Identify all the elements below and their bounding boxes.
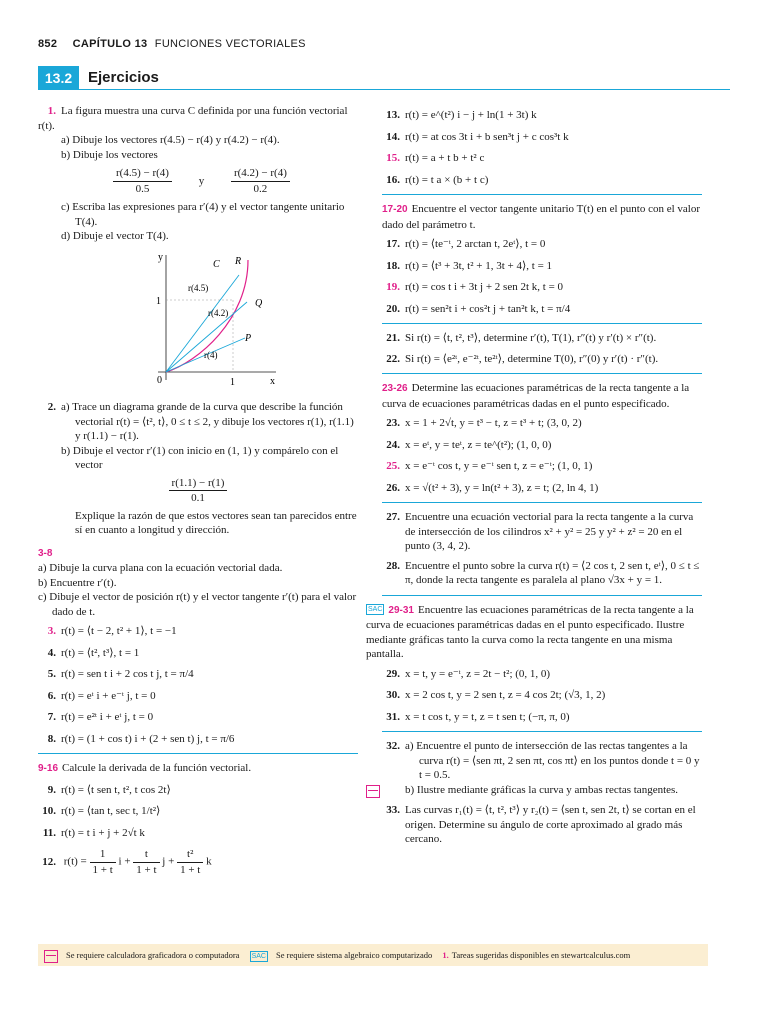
separator	[382, 595, 702, 596]
exercise-text: r(t) = ⟨te⁻ᵗ, 2 arctan t, 2eᵗ⟩, t = 0	[405, 238, 546, 250]
exercise-number: 13.	[386, 109, 400, 121]
exercise-list	[382, 667, 702, 725]
range-label: 9-16	[38, 763, 59, 774]
sac-icon: SAC	[251, 952, 266, 960]
exercise-text: La figura muestra una curva C definida por una función vectorial r(t).	[38, 105, 348, 132]
conjunction: y	[198, 174, 205, 187]
exercise-part-b: b) Dibuje el vector r′(1) con inicio en (1, 1) y compárelo con el vector	[61, 444, 339, 471]
exercise-list	[382, 108, 702, 187]
group-17-20	[382, 202, 702, 316]
exercise-part-a: a) Encuentre el punto de intersección de las rectas tangentes a la curva r(t) = ⟨sen πt, 2 sen πt, cos πt⟩ en los puntos donde t = 0 y t = 0.5.	[405, 740, 700, 781]
exercise-item	[382, 151, 702, 166]
label-r4: r(4)	[204, 349, 218, 360]
exercise-item	[38, 689, 358, 704]
vector-r42	[166, 302, 247, 372]
exercise-text: x = 2 cos t, y = 2 sen t, z = 4 cos 2t; (√3, 1, 2)	[405, 689, 606, 701]
range-label: 23-26	[382, 383, 408, 394]
group-3-8	[38, 546, 358, 747]
fraction: $\frac{\text{t²}}{1 + t}$	[177, 847, 203, 877]
exercise-text: x = t, y = e⁻ᵗ, z = 2t − t²; (0, 1, 0)	[405, 667, 551, 680]
exercise-item	[382, 259, 702, 274]
fraction: $\frac{t}{1 + t}$	[133, 847, 159, 877]
exercise-item	[382, 688, 702, 703]
exercise-text: r(t) = ⟨tan t, sec t, 1/t²⟩	[61, 805, 161, 817]
exercise-part-a: a) Trace un diagrama grande de la curva que describe la función vectorial r(t) = ⟨t², t⟩, 0 ≤ t ≤ 2, y dibuje los vectores r(1), r(1.1) y r(1.1) − r(1).	[61, 401, 354, 442]
exercise-number: 20.	[386, 302, 400, 315]
exercise-number: 6.	[47, 689, 56, 702]
exercise-list	[382, 237, 702, 316]
exercise-item	[382, 331, 702, 346]
exercise-number: 33.	[386, 804, 400, 816]
exercise-item	[382, 667, 702, 682]
exercise-text: Si r(t) = ⟨t, t², t³⟩, determine r′(t), T(1), r″(t) y r′(t) × r″(t).	[405, 332, 657, 344]
exercise-item	[382, 710, 702, 725]
unit-vector: k	[206, 855, 212, 868]
range-label: 17-20	[382, 204, 408, 215]
group-23-26	[382, 381, 702, 495]
exercise-item	[38, 804, 358, 819]
separator	[382, 194, 702, 195]
label-c: C	[213, 258, 220, 270]
exercise-text: r(t) = e^(t²) i − j + ln(1 + 3t) k	[405, 109, 537, 121]
label-p: P	[245, 332, 252, 344]
exercise-number: 4.	[47, 646, 56, 659]
fraction-1: $\frac{r(4.5) - r(4)}{0.5}$	[113, 166, 172, 196]
exercise-number: 11.	[42, 826, 56, 839]
fraction: $\frac{r(1.1) - r(1)}{0.1}$	[169, 476, 228, 506]
exercise-number: 14.	[386, 130, 400, 143]
exercise-text: r(t) = t i + j + 2√t k	[61, 826, 145, 839]
left-column	[38, 104, 358, 877]
group-intro: Calcule la derivada de la función vectorial.	[62, 762, 252, 774]
exercise-number: 19.	[386, 281, 400, 293]
exercise-number: 23.	[386, 417, 400, 429]
exercise-part-b: b) Ilustre mediante gráficas la curva y ambas rectas tangentes.	[405, 783, 679, 796]
exercise-text: r(t) = sen t i + 2 cos t j, t = π/4	[61, 668, 194, 680]
exercise-text: r(t) = sen²t i + cos²t j + tan²t k, t = π/4	[405, 302, 571, 315]
exercise-number: 5.	[47, 668, 56, 680]
group-9-16	[38, 761, 358, 877]
exercise-number: 3.	[47, 625, 56, 637]
exercise-text: x = √(t² + 3), y = ln(t² + 3), z = t; (2, ln 4, 1)	[405, 481, 599, 494]
separator	[382, 731, 702, 732]
exercise-number: 7.	[47, 711, 56, 723]
chapter-title: FUNCIONES VECTORIALES	[154, 38, 306, 50]
exercise-item	[38, 732, 358, 747]
exercise-number: 31.	[386, 710, 400, 723]
exercise-list	[382, 331, 702, 366]
section-heading	[38, 66, 730, 90]
exercise-item	[382, 352, 702, 367]
exercise-number: 8.	[47, 732, 56, 745]
group-intro: Determine las ecuaciones paramétricas de la recta tangente a la curva de ecuaciones paramétricas dadas en el punto especificado.	[382, 382, 690, 410]
label-one-x: 1	[230, 376, 235, 388]
section-number: 13.2	[38, 66, 79, 90]
exercise-number: 21.	[386, 332, 400, 344]
exercise-text: r(t) = (1 + cos t) i + (2 + sen t) j, t = π/6	[61, 732, 235, 745]
section-title: Ejercicios	[88, 69, 159, 86]
exercise-number: 18.	[386, 259, 400, 272]
chapter-label: CAPÍTULO 13	[72, 38, 148, 50]
exercise-number: 27.	[386, 511, 400, 523]
separator	[382, 373, 702, 374]
exercise-28	[382, 559, 702, 588]
exercise-text: r(t) = ⟨t − 2, t² + 1⟩, t = −1	[61, 625, 177, 637]
sac-icon: SAC	[368, 606, 383, 614]
exercise-text: r(t) = eᵗ i + e⁻ᵗ j, t = 0	[61, 689, 156, 702]
calculator-icon	[44, 950, 58, 963]
separator	[382, 323, 702, 324]
exercise-text: x = eᵗ, y = teᵗ, z = te^(t²); (1, 0, 0)	[405, 438, 552, 451]
exercise-number: 24.	[386, 438, 400, 451]
exercise-number: 9.	[47, 783, 56, 796]
label-r42: r(4.2)	[208, 307, 229, 318]
label-y: y	[158, 251, 163, 263]
exercise-item	[382, 237, 702, 252]
label-one-y: 1	[156, 295, 161, 307]
fraction-row	[38, 166, 358, 196]
exercise-33	[382, 803, 702, 847]
separator	[38, 753, 358, 754]
fraction-2: $\frac{r(4.2) - r(4)}{0.2}$	[231, 166, 290, 196]
exercise-item	[382, 481, 702, 496]
exercise-item	[382, 173, 702, 188]
fraction: $\frac{1}{1 + t}$	[90, 847, 116, 877]
exercise-item	[382, 108, 702, 123]
running-header	[38, 38, 306, 50]
exercise-text: r(t) = at cos 3t i + b sen³t j + c cos³t k	[405, 130, 569, 143]
group-29-31	[366, 603, 702, 725]
page-number: 852	[38, 38, 58, 50]
label-zero: 0	[157, 374, 162, 386]
footer-hw-number: 1.	[442, 950, 449, 960]
exercise-number: 15.	[386, 152, 400, 164]
exercise-item	[38, 646, 358, 661]
exercise-number: 29.	[386, 667, 400, 680]
exercise-1	[38, 104, 358, 400]
exercise-text: r(t) = e²ᵗ i + eᵗ j, t = 0	[61, 711, 154, 723]
group-part-c: c) Dibuje el vector de posición r(t) y el vector tangente r′(t) para el valor dado de t.	[38, 591, 357, 618]
exercise-number: 32.	[386, 740, 400, 752]
footer-calc-text: Se requiere calculadora graficadora o computadora	[66, 950, 240, 960]
exercise-text: r(t) = a + t b + t² c	[405, 152, 485, 164]
exercise-number: 28.	[386, 559, 400, 572]
exercise-number: 10.	[42, 805, 56, 817]
footer-sac-text: Se requiere sistema algebraico computarizado	[275, 950, 433, 960]
separator	[382, 502, 702, 503]
exercise-text: x = 1 + 2√t, y = t³ − t, z = t³ + t; (3, 0, 2)	[405, 417, 582, 429]
exercise-32	[382, 739, 702, 797]
exercise-part-c: c) Escriba las expresiones para r′(4) y el vector tangente unitario T(4).	[61, 201, 345, 228]
exercise-number: 22.	[386, 352, 400, 365]
exercise-text: Si r(t) = ⟨e²ᵗ, e⁻²ᵗ, te²ᵗ⟩, determine T(0), r″(0) y r′(t) · r″(t).	[405, 352, 659, 365]
exercise-item	[38, 783, 358, 798]
exercise-text: r(t) = t a × (b + t c)	[405, 173, 489, 186]
exercise-part-a: a) Dibuje los vectores r(4.5) − r(4) y r(4.2) − r(4).	[61, 134, 280, 146]
exercise-text: r(t) = ⟨t³ + 3t, t² + 1, 3t + 4⟩, t = 1	[405, 259, 553, 272]
exercise-text: x = e⁻ᵗ cos t, y = e⁻ᵗ sen t, z = e⁻ᵗ; (1, 0, 1)	[405, 460, 593, 472]
exercise-item	[382, 438, 702, 453]
exercise-12	[38, 847, 358, 877]
exercise-number: 12.	[42, 855, 56, 868]
calculator-icon	[366, 785, 380, 798]
label-r45: r(4.5)	[188, 282, 209, 293]
range-label: 29-31	[388, 604, 414, 616]
exercise-number: 1.	[47, 105, 56, 117]
exercise-text: r(t) = cos t i + 3t j + 2 sen 2t k, t = 0	[405, 281, 564, 293]
exercise-number: 17.	[386, 238, 400, 250]
range-label: 3-8	[38, 547, 53, 559]
group-intro: Encuentre el vector tangente unitario T(t) en el punto con el valor dado del parámetro t.	[382, 203, 701, 231]
unit-vector: i +	[118, 855, 131, 868]
exercise-item	[38, 826, 358, 841]
exercise-text: Encuentre una ecuación vectorial para la recta tangente a la curva de intersección de los cilindros x² + y² = 25 y y² + z² = 20 en el punto (3, 4, 2).	[405, 511, 694, 552]
group-part-b: b) Encuentre r′(t).	[38, 576, 117, 589]
footer-legend	[38, 944, 708, 966]
exercise-part-d: d) Dibuje el vector T(4).	[61, 230, 169, 242]
exercise-number: 16.	[386, 173, 400, 186]
exercise-item	[382, 459, 702, 474]
exercise-list	[38, 783, 358, 841]
exercise-item	[38, 667, 358, 682]
exercise-text: r(t) = ⟨t sen t, t², t cos 2t⟩	[61, 783, 171, 796]
exercise-number: 26.	[386, 481, 400, 494]
exercise-item	[38, 710, 358, 725]
label-q: Q	[255, 297, 263, 309]
footer-hw-text: Tareas sugeridas disponibles en stewartcalculus.com	[451, 950, 631, 960]
exercise-item	[382, 130, 702, 145]
section-rule	[79, 89, 730, 90]
right-column	[366, 108, 702, 847]
exercise-text: Encuentre el punto sobre la curva r(t) = ⟨2 cos t, 2 sen t, eᵗ⟩, 0 ≤ t ≤ π, donde la recta tangente es paralela al plano √3x + y = 1.	[405, 559, 700, 586]
exercise-list	[38, 624, 358, 746]
exercise-number: 30.	[386, 689, 400, 701]
exercise-text: Explique la razón de que estos vectores sean tan parecidos entre sí en cuanto a longitud y dirección.	[75, 509, 357, 536]
exercise-list	[382, 416, 702, 495]
exercise-item	[382, 302, 702, 317]
curve-figure	[138, 250, 328, 390]
exercise-number: 2.	[47, 401, 56, 413]
exercise-item	[382, 280, 702, 295]
group-part-a: a) Dibuje la curva plana con la ecuación vectorial dada.	[38, 562, 283, 574]
unit-vector: j +	[162, 855, 175, 868]
exercise-2	[38, 400, 358, 538]
exercise-27	[382, 510, 702, 554]
exercise-item	[382, 416, 702, 431]
exercise-text: r(t) = ⟨t², t³⟩, t = 1	[61, 646, 140, 659]
label-x: x	[270, 375, 275, 387]
exercise-text: Las curvas r₁(t) = ⟨t, t², t³⟩ y r₂(t) = ⟨sen t, sen 2t, t⟩ se cortan en el origen. Determine su ángulo de corte aproximado al grado más cercano.	[405, 804, 696, 845]
group-intro: Encuentre las ecuaciones paramétricas de la recta tangente a la curva de ecuaciones paramétricas dadas en el punto especificado. Ilustre mediante gráficas tanto la curva como la recta tangente en una misma pantalla.	[366, 603, 694, 660]
exercise-part-b: b) Dibuje los vectores	[61, 148, 158, 161]
exercise-text: x = t cos t, y = t, z = t sen t; (−π, π, 0)	[405, 710, 570, 723]
expression-lhs: r(t) =	[63, 855, 87, 868]
exercise-item	[38, 624, 358, 639]
label-r: R	[235, 255, 242, 267]
exercise-number: 25.	[386, 460, 400, 472]
fraction-row	[38, 476, 358, 506]
